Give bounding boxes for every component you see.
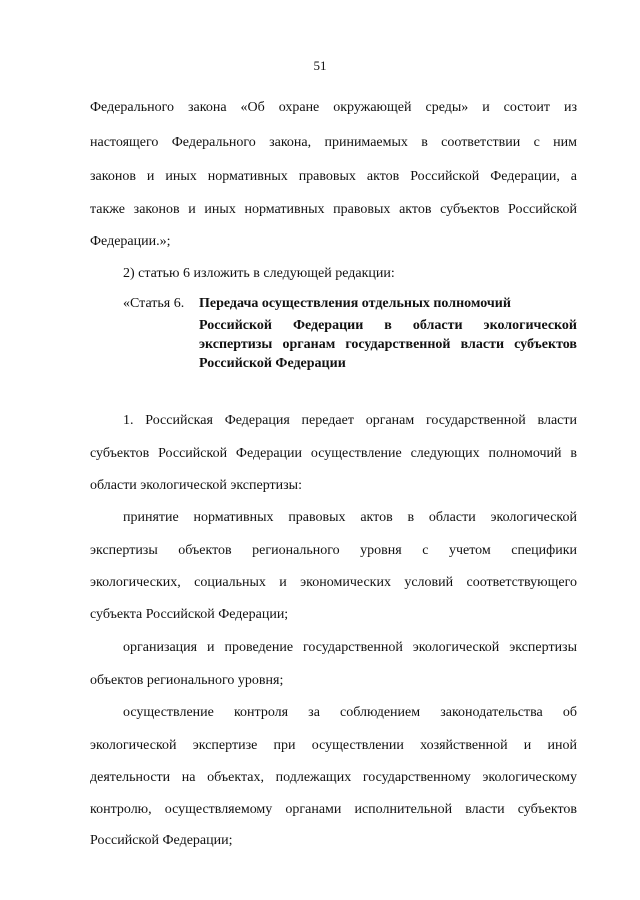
para-1-line-3: области экологической экспертизы: <box>90 478 302 493</box>
item-2-text: 2) статью 6 изложить в следующей редакции: <box>123 266 395 281</box>
power-3-line-3: деятельности на объектах, подлежащих государственному экологическому <box>90 770 577 785</box>
intro-line-4: также законов и иных нормативных правовых актов субъектов Российской <box>90 202 577 217</box>
power-1-line-3: экологических, социальных и экономических условий соответствующего <box>90 575 577 590</box>
para-1-line-1: 1. Российская Федерация передает органам государственной власти <box>123 413 577 428</box>
article-heading-line-4: Российской Федерации <box>199 356 346 371</box>
power-1-line-1: принятие нормативных правовых актов в области экологической <box>123 510 577 525</box>
article-heading-line-2: Российской Федерации в области экологической <box>199 318 577 333</box>
power-3-line-5: Российской Федерации; <box>90 833 233 848</box>
power-3-line-1: осуществление контроля за соблюдением законодательства об <box>123 705 577 720</box>
power-3-line-4: контролю, осуществляемому органами исполнительной власти субъектов <box>90 802 577 817</box>
page-number: 51 <box>313 58 327 73</box>
para-1-line-2: субъектов Российской Федерации осуществление следующих полномочий в <box>90 446 577 461</box>
power-1-line-2: экспертизы объектов регионального уровня с учетом специфики <box>90 543 577 558</box>
article-label: «Статья 6. <box>123 296 185 311</box>
intro-line-2: настоящего Федерального закона, принимаемых в соответствии с ним <box>90 135 577 150</box>
article-heading-line-1: Передача осуществления отдельных полномочий <box>199 296 511 311</box>
power-1-line-4: субъекта Российской Федерации; <box>90 607 289 622</box>
intro-line-1: Федерального закона «Об охране окружающей среды» и состоит из <box>90 100 577 115</box>
power-2-line-1: организация и проведение государственной экологической экспертизы <box>123 640 577 655</box>
intro-line-5: Федерации.»; <box>90 234 171 249</box>
power-3-line-2: экологической экспертизе при осуществлении хозяйственной и иной <box>90 738 577 753</box>
article-heading-line-3: экспертизы органам государственной власти субъектов <box>199 337 577 352</box>
power-2-line-2: объектов регионального уровня; <box>90 673 284 688</box>
intro-line-3: законов и иных нормативных правовых актов Российской Федерации, а <box>90 169 577 184</box>
